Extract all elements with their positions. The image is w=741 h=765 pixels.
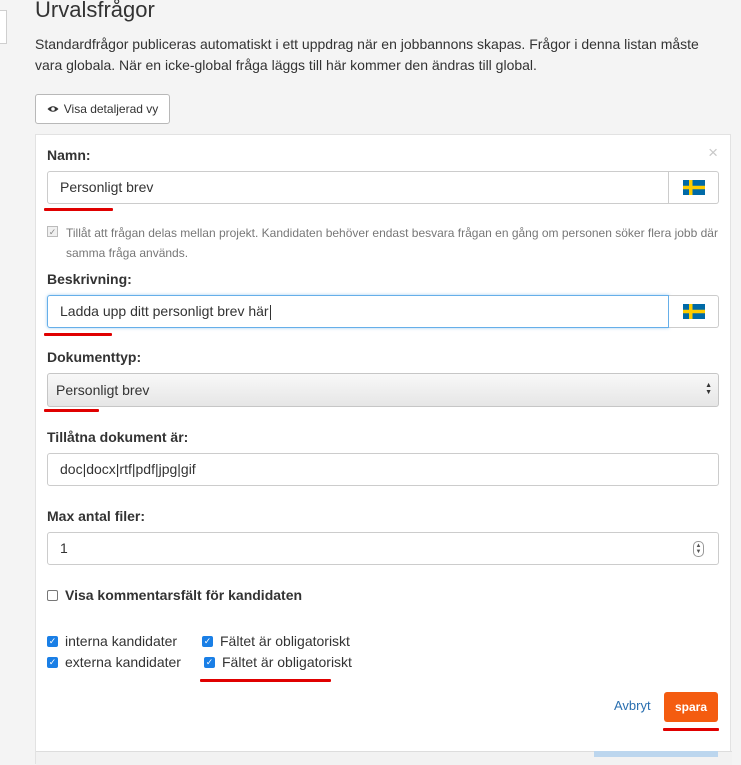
left-panel-edge — [0, 10, 7, 44]
detail-view-label: Visa detaljerad vy — [63, 102, 159, 116]
eye-icon — [47, 105, 59, 113]
external-candidates-label: externa kandidater — [65, 654, 181, 670]
share-hint-text: Tillåt att frågan delas mellan projekt. Kandidaten behöver endast besvara frågan en gång om personen söker flera jobb där samma fråga används. — [66, 226, 718, 260]
internal-candidates-label: interna kandidater — [65, 633, 178, 649]
internal-required-label: Fältet är obligatoriskt — [220, 633, 350, 649]
max-files-input[interactable] — [47, 532, 719, 565]
external-required-label: Fältet är obligatoriskt — [222, 654, 352, 670]
share-checkbox[interactable]: ✓ — [48, 227, 57, 237]
allowed-docs-input[interactable]: doc|docx|rtf|pdf|jpg|gif — [47, 453, 719, 486]
annotation-underline-description — [44, 333, 112, 336]
swedish-flag-icon — [683, 180, 705, 195]
max-files-label: Max antal filer: — [47, 508, 146, 524]
name-input[interactable]: Personligt brev — [47, 171, 669, 204]
annotation-underline-name — [44, 208, 113, 211]
comment-field-row — [47, 587, 302, 603]
next-section-tab — [594, 751, 718, 757]
annotation-underline-save — [663, 728, 719, 731]
question-edit-panel — [35, 134, 731, 764]
select-arrows-icon: ▲ ▼ — [705, 382, 712, 396]
doctype-label: Dokumenttyp: — [47, 349, 142, 365]
doctype-selected-value: Personligt brev — [56, 382, 150, 398]
name-label: Namn: — [47, 147, 91, 163]
internal-candidates-checkbox[interactable]: ✓ — [48, 635, 57, 646]
max-files-value: 1 — [60, 540, 68, 556]
external-candidates-row — [47, 654, 181, 670]
page-title: Urvalsfrågor — [35, 0, 155, 22]
detail-view-button[interactable] — [35, 94, 170, 124]
name-input-group — [47, 171, 719, 204]
comment-field-checkbox[interactable] — [47, 590, 58, 601]
name-language-button[interactable] — [669, 171, 719, 204]
page-description: Standardfrågor publiceras automatiskt i ett uppdrag när en jobbannons skapas. Frågor i denna listan måste vara globala. När en icke-global fråga läggs till här kommer den ändras till global. — [35, 36, 699, 73]
annotation-underline-required — [200, 679, 331, 682]
text-caret — [270, 305, 271, 320]
number-spinner-icon[interactable]: ▲ ▼ — [693, 541, 704, 557]
close-icon[interactable]: × — [708, 143, 718, 162]
internal-candidates-row — [47, 633, 177, 649]
description-value: Ladda upp ditt personligt brev här — [60, 303, 269, 319]
doctype-select[interactable] — [47, 373, 719, 407]
comment-field-label: Visa kommentarsfält för kandidaten — [65, 587, 303, 603]
internal-required-checkbox[interactable]: ✓ — [203, 635, 212, 646]
internal-required-row — [202, 633, 350, 649]
allowed-docs-label: Tillåtna dokument är: — [47, 429, 189, 445]
external-candidates-checkbox[interactable]: ✓ — [48, 656, 57, 667]
description-input-group — [47, 295, 719, 328]
description-label: Beskrivning: — [47, 271, 132, 287]
share-question-row — [47, 223, 719, 263]
annotation-underline-doctype — [44, 409, 99, 412]
description-input[interactable] — [47, 295, 669, 328]
cancel-link[interactable]: Avbryt — [614, 698, 651, 713]
description-language-button[interactable] — [669, 295, 719, 328]
save-button[interactable]: spara — [664, 692, 718, 722]
external-required-row — [204, 654, 352, 670]
swedish-flag-icon — [683, 304, 705, 319]
external-required-checkbox[interactable]: ✓ — [205, 656, 214, 667]
